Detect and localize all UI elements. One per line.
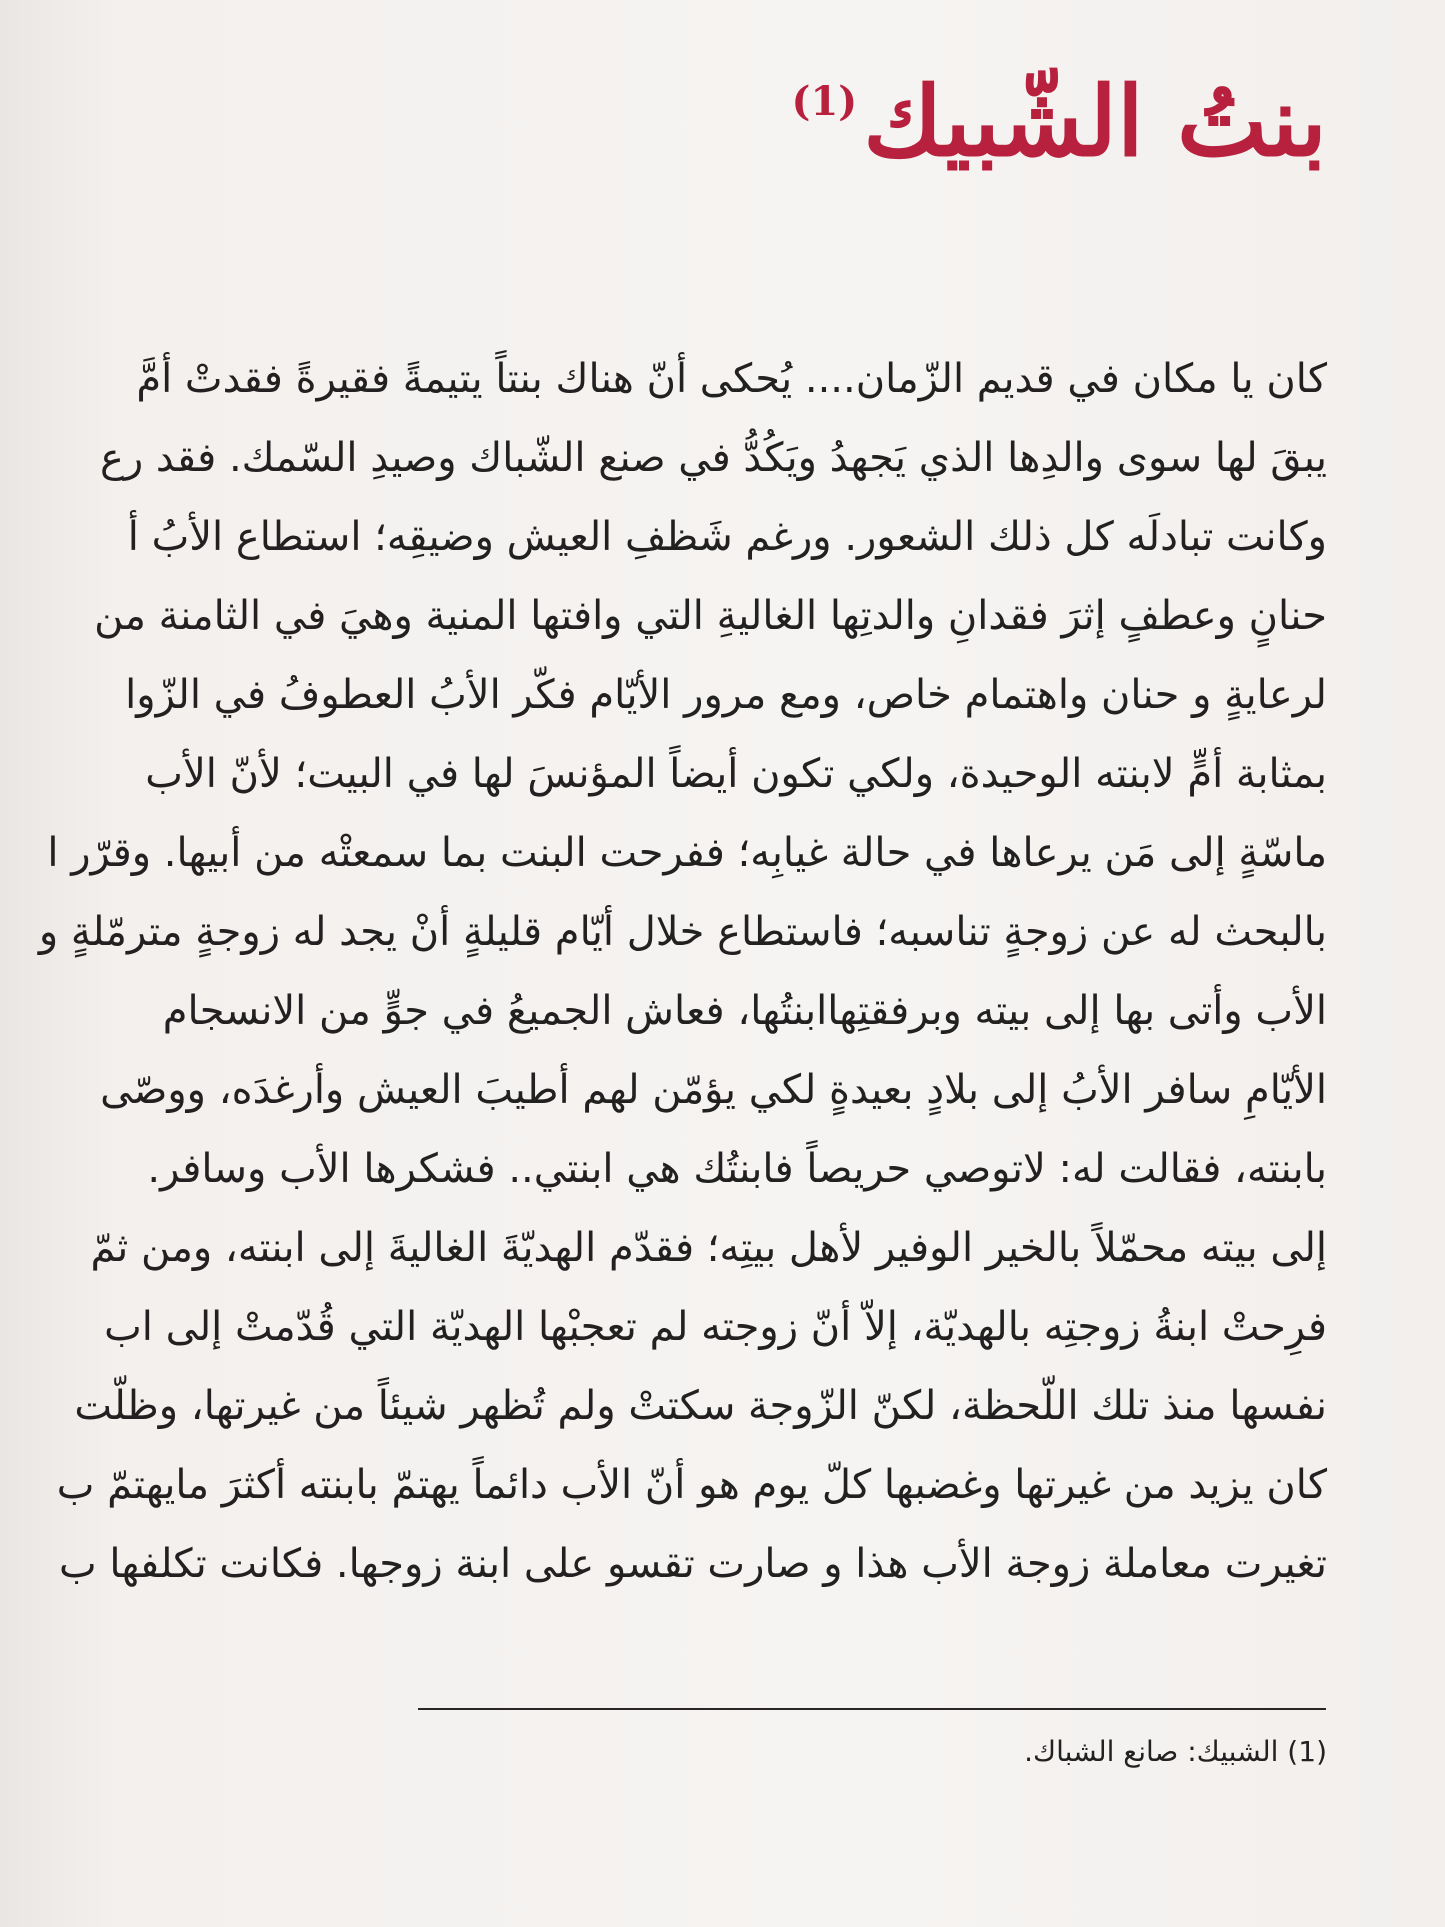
- story-body: [0, 340, 1327, 1604]
- footnote: (1) الشبيك: صانع الشباك.: [1024, 1735, 1327, 1768]
- text-line: الأب وأتى بها إلى بيته وبرفقتِهاابنتُها، فعاش الجميعُ في جوٍّ من الانسجام: [162, 988, 1327, 1034]
- text-line: كان يا مكان في قديم الزّمان.... يُحكى أنّ هناك بنتاً يتيمةً فقيرةً فقدتْ أمَّ: [136, 356, 1327, 402]
- text-line: بمثابة أمٍّ لابنته الوحيدة، ولكي تكون أيضاً المؤنسَ لها في البيت؛ لأنّ الأب: [145, 751, 1327, 797]
- text-line: كان يزيد من غيرتها وغضبها كلّ يوم هو أنّ الأب دائماً يهتمّ بابنته أكثرَ مايهتمّ ب: [56, 1462, 1327, 1508]
- text-line: يبقَ لها سوى والدِها الذي يَجهدُ ويَكُدُّ في صنع الشّباك وصيدِ السّمك. فقد رع: [100, 435, 1327, 481]
- text-line: وكانت تبادلَه كل ذلك الشعور. ورغم شَظفِ العيش وضيقِه؛ استطاع الأبُ أ: [127, 514, 1327, 560]
- footnote-divider: [418, 1708, 1326, 1710]
- text-line: الأيّامِ سافر الأبُ إلى بلادٍ بعيدةٍ لكي يؤمّن لهم أطيبَ العيش وأرغدَه، ووصّى: [100, 1067, 1327, 1113]
- text-line: نفسها منذ تلك اللّحظة، لكنّ الزّوجة سكتتْ ولم تُظهر شيئاً من غيرتها، وظلّت: [74, 1383, 1327, 1429]
- text-line: تغيرت معاملة زوجة الأب هذا و صارت تقسو على ابنة زوجها. فكانت تكلفها ب: [59, 1541, 1327, 1587]
- text-line: بالبحث له عن زوجةٍ تناسبه؛ فاستطاع خلال أيّام قليلةٍ أنْ يجد له زوجةٍ مترمّلةٍ و: [38, 909, 1327, 955]
- title-footnote-marker: (1): [791, 78, 858, 125]
- chapter-title: بنتُ الشّبيك: [863, 65, 1327, 178]
- text-line: فرِحتْ ابنةُ زوجتِه بالهديّة، إلاّ أنّ زوجته لم تعجبْها الهديّة التي قُدّمتْ إلى اب: [104, 1304, 1327, 1350]
- text-line: ماسّةٍ إلى مَن يرعاها في حالة غيابِه؛ ففرحت البنت بما سمعتْه من أبيها. وقرّر ا: [47, 830, 1327, 876]
- chapter-heading: [792, 60, 1328, 185]
- text-line: إلى بيته محمّلاً بالخير الوفير لأهل بيتِه؛ فقدّم الهديّةَ الغاليةَ إلى ابنته، ومن ثمّ: [90, 1225, 1327, 1271]
- text-line: بابنته، فقالت له: لاتوصي حريصاً فابنتُك هي ابنتي.. فشكرها الأب وسافر.: [147, 1146, 1327, 1192]
- text-line: لرعايةٍ و حنان واهتمام خاص، ومع مرور الأيّام فكّر الأبُ العطوفُ في الزّوا: [125, 672, 1327, 718]
- text-line: حنانٍ وعطفٍ إثرَ فقدانِ والدتِها الغاليةِ التي وافتها المنية وهيَ في الثامنة من: [94, 593, 1327, 639]
